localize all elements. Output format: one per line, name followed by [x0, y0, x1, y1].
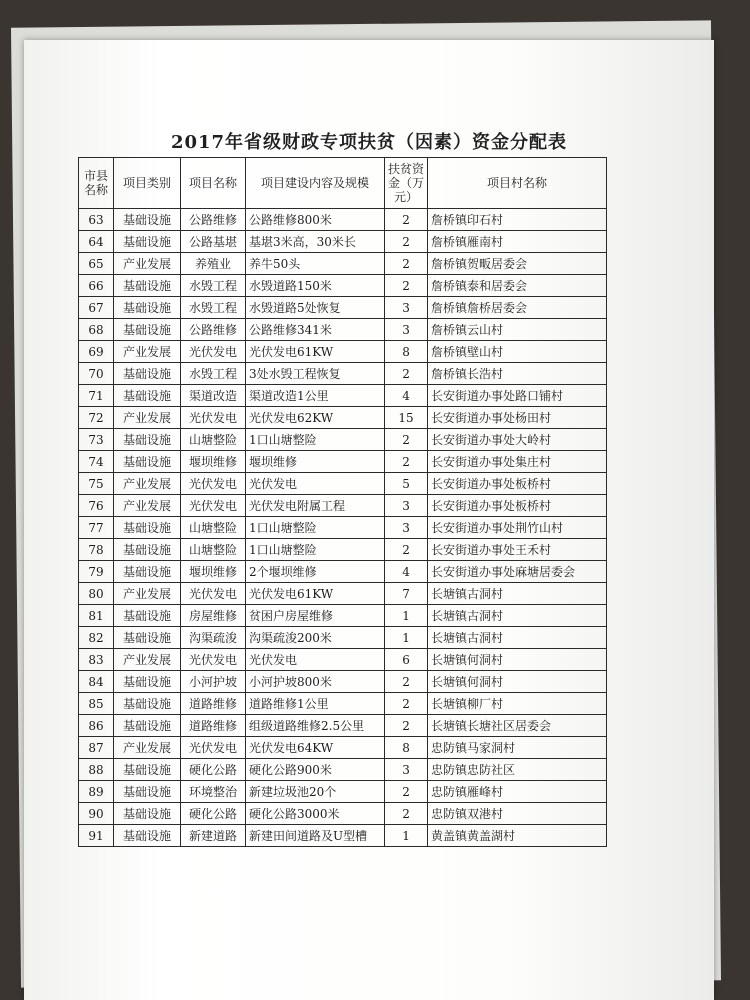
table-row — [79, 473, 607, 495]
cell-category: 基础设施 — [114, 385, 181, 407]
cell-funds: 3 — [385, 319, 428, 341]
cell-project-name: 新建道路 — [181, 825, 246, 847]
table-row — [79, 517, 607, 539]
table-row — [79, 363, 607, 385]
table-row — [79, 275, 607, 297]
cell-number: 66 — [79, 275, 114, 297]
cell-project-name: 山塘整险 — [181, 517, 246, 539]
cell-village: 长安街道办事处杨田村 — [428, 407, 607, 429]
cell-category: 产业发展 — [114, 737, 181, 759]
cell-number: 72 — [79, 407, 114, 429]
cell-content: 渠道改造1公里 — [246, 385, 385, 407]
cell-content: 1口山塘整险 — [246, 539, 385, 561]
cell-project-name: 光伏发电 — [181, 407, 246, 429]
cell-category: 基础设施 — [114, 209, 181, 231]
table-row — [79, 385, 607, 407]
cell-funds: 8 — [385, 737, 428, 759]
cell-content: 水毁道路5处恢复 — [246, 297, 385, 319]
cell-category: 基础设施 — [114, 693, 181, 715]
cell-category: 基础设施 — [114, 561, 181, 583]
cell-number: 90 — [79, 803, 114, 825]
cell-funds: 3 — [385, 517, 428, 539]
cell-project-name: 沟渠疏浚 — [181, 627, 246, 649]
cell-project-name: 水毁工程 — [181, 275, 246, 297]
cell-content: 光伏发电61KW — [246, 341, 385, 363]
cell-funds: 2 — [385, 781, 428, 803]
cell-funds: 8 — [385, 341, 428, 363]
cell-project-name: 山塘整险 — [181, 539, 246, 561]
cell-village: 詹桥镇詹桥居委会 — [428, 297, 607, 319]
table-row — [79, 693, 607, 715]
cell-project-name: 小河护坡 — [181, 671, 246, 693]
cell-project-name: 硬化公路 — [181, 759, 246, 781]
cell-category: 产业发展 — [114, 495, 181, 517]
cell-village: 詹桥镇印石村 — [428, 209, 607, 231]
cell-content: 公路维修341米 — [246, 319, 385, 341]
cell-number: 80 — [79, 583, 114, 605]
cell-content: 沟渠疏浚200米 — [246, 627, 385, 649]
cell-project-name: 道路维修 — [181, 715, 246, 737]
table-row — [79, 341, 607, 363]
header-funds: 扶贫资 金（万 元） — [385, 158, 428, 209]
cell-village: 詹桥镇泰和居委会 — [428, 275, 607, 297]
cell-number: 83 — [79, 649, 114, 671]
cell-category: 基础设施 — [114, 451, 181, 473]
cell-content: 2个堰坝维修 — [246, 561, 385, 583]
cell-category: 产业发展 — [114, 253, 181, 275]
cell-number: 64 — [79, 231, 114, 253]
cell-content: 1口山塘整险 — [246, 429, 385, 451]
cell-content: 养牛50头 — [246, 253, 385, 275]
cell-project-name: 光伏发电 — [181, 737, 246, 759]
cell-funds: 2 — [385, 275, 428, 297]
cell-number: 87 — [79, 737, 114, 759]
cell-funds: 4 — [385, 385, 428, 407]
cell-funds: 1 — [385, 825, 428, 847]
cell-number: 70 — [79, 363, 114, 385]
cell-content: 贫困户房屋维修 — [246, 605, 385, 627]
cell-village: 长安街道办事处大岭村 — [428, 429, 607, 451]
cell-category: 基础设施 — [114, 319, 181, 341]
cell-funds: 15 — [385, 407, 428, 429]
cell-category: 基础设施 — [114, 715, 181, 737]
cell-project-name: 光伏发电 — [181, 473, 246, 495]
cell-category: 基础设施 — [114, 671, 181, 693]
cell-village: 忠防镇雁峰村 — [428, 781, 607, 803]
cell-number: 78 — [79, 539, 114, 561]
cell-content: 1口山塘整险 — [246, 517, 385, 539]
cell-number: 73 — [79, 429, 114, 451]
cell-funds: 2 — [385, 451, 428, 473]
cell-number: 82 — [79, 627, 114, 649]
cell-content: 硬化公路900米 — [246, 759, 385, 781]
cell-village: 詹桥镇壁山村 — [428, 341, 607, 363]
cell-category: 基础设施 — [114, 605, 181, 627]
table-row — [79, 451, 607, 473]
cell-funds: 2 — [385, 803, 428, 825]
cell-project-name: 硬化公路 — [181, 803, 246, 825]
cell-village: 长安街道办事处板桥村 — [428, 473, 607, 495]
table-row — [79, 605, 607, 627]
table-row — [79, 231, 607, 253]
cell-number: 65 — [79, 253, 114, 275]
cell-village: 詹桥镇云山村 — [428, 319, 607, 341]
cell-content: 光伏发电 — [246, 649, 385, 671]
cell-village: 忠防镇忠防社区 — [428, 759, 607, 781]
table-row — [79, 825, 607, 847]
cell-village: 长安街道办事处路口铺村 — [428, 385, 607, 407]
document-title: 2017年省级财政专项扶贫（因素）资金分配表 — [170, 132, 568, 153]
table-row — [79, 209, 607, 231]
cell-content: 光伏发电 — [246, 473, 385, 495]
cell-number: 88 — [79, 759, 114, 781]
cell-funds: 6 — [385, 649, 428, 671]
cell-content: 小河护坡800米 — [246, 671, 385, 693]
cell-category: 基础设施 — [114, 627, 181, 649]
cell-funds: 2 — [385, 715, 428, 737]
header-village: 项目村名称 — [428, 158, 607, 209]
cell-category: 产业发展 — [114, 407, 181, 429]
cell-category: 基础设施 — [114, 517, 181, 539]
cell-category: 基础设施 — [114, 803, 181, 825]
cell-number: 68 — [79, 319, 114, 341]
cell-number: 75 — [79, 473, 114, 495]
table-row — [79, 627, 607, 649]
table-row — [79, 253, 607, 275]
table-row — [79, 407, 607, 429]
cell-village: 长塘镇长塘社区居委会 — [428, 715, 607, 737]
cell-project-name: 堰坝维修 — [181, 451, 246, 473]
cell-village: 忠防镇双港村 — [428, 803, 607, 825]
cell-village: 忠防镇马家洞村 — [428, 737, 607, 759]
cell-village: 詹桥镇长浩村 — [428, 363, 607, 385]
cell-project-name: 光伏发电 — [181, 495, 246, 517]
cell-content: 基堪3米高，30米长 — [246, 231, 385, 253]
table-row — [79, 561, 607, 583]
cell-content: 光伏发电64KW — [246, 737, 385, 759]
cell-content: 光伏发电62KW — [246, 407, 385, 429]
cell-funds: 2 — [385, 671, 428, 693]
cell-category: 基础设施 — [114, 275, 181, 297]
table-row — [79, 297, 607, 319]
header-project-name: 项目名称 — [181, 158, 246, 209]
cell-category: 基础设施 — [114, 363, 181, 385]
cell-funds: 2 — [385, 363, 428, 385]
cell-project-name: 道路维修 — [181, 693, 246, 715]
cell-funds: 3 — [385, 759, 428, 781]
cell-funds: 7 — [385, 583, 428, 605]
cell-category: 基础设施 — [114, 539, 181, 561]
cell-number: 86 — [79, 715, 114, 737]
cell-project-name: 公路维修 — [181, 319, 246, 341]
cell-funds: 3 — [385, 297, 428, 319]
cell-content: 组级道路维修2.5公里 — [246, 715, 385, 737]
cell-funds: 1 — [385, 627, 428, 649]
cell-number: 89 — [79, 781, 114, 803]
cell-project-name: 光伏发电 — [181, 649, 246, 671]
cell-funds: 2 — [385, 539, 428, 561]
cell-number: 91 — [79, 825, 114, 847]
table-row — [79, 429, 607, 451]
cell-funds: 2 — [385, 253, 428, 275]
cell-funds: 4 — [385, 561, 428, 583]
cell-funds: 1 — [385, 605, 428, 627]
cell-category: 基础设施 — [114, 825, 181, 847]
cell-project-name: 光伏发电 — [181, 583, 246, 605]
cell-content: 道路维修1公里 — [246, 693, 385, 715]
cell-category: 产业发展 — [114, 649, 181, 671]
table-row — [79, 781, 607, 803]
cell-category: 基础设施 — [114, 429, 181, 451]
cell-number: 81 — [79, 605, 114, 627]
cell-project-name: 养殖业 — [181, 253, 246, 275]
cell-content: 堰坝维修 — [246, 451, 385, 473]
cell-village: 长安街道办事处板桥村 — [428, 495, 607, 517]
cell-project-name: 房屋维修 — [181, 605, 246, 627]
table-row — [79, 319, 607, 341]
cell-village: 长安街道办事处集庄村 — [428, 451, 607, 473]
cell-number: 79 — [79, 561, 114, 583]
cell-category: 产业发展 — [114, 473, 181, 495]
table-row — [79, 715, 607, 737]
table-row — [79, 803, 607, 825]
cell-number: 85 — [79, 693, 114, 715]
cell-number: 76 — [79, 495, 114, 517]
cell-project-name: 水毁工程 — [181, 363, 246, 385]
cell-village: 长安街道办事处荆竹山村 — [428, 517, 607, 539]
cell-funds: 3 — [385, 495, 428, 517]
cell-project-name: 渠道改造 — [181, 385, 246, 407]
table-header-row — [79, 158, 607, 209]
cell-project-name: 公路维修 — [181, 209, 246, 231]
cell-village: 长塘镇古洞村 — [428, 583, 607, 605]
table-row — [79, 737, 607, 759]
cell-category: 产业发展 — [114, 583, 181, 605]
cell-funds: 2 — [385, 231, 428, 253]
cell-number: 84 — [79, 671, 114, 693]
cell-content: 公路维修800米 — [246, 209, 385, 231]
cell-village: 长塘镇古洞村 — [428, 627, 607, 649]
cell-number: 74 — [79, 451, 114, 473]
cell-number: 69 — [79, 341, 114, 363]
cell-village: 黄盖镇黄盖湖村 — [428, 825, 607, 847]
cell-village: 长塘镇古洞村 — [428, 605, 607, 627]
cell-content: 新建垃圾池20个 — [246, 781, 385, 803]
table-row — [79, 671, 607, 693]
cell-number: 67 — [79, 297, 114, 319]
cell-project-name: 山塘整险 — [181, 429, 246, 451]
cell-content: 新建田间道路及U型槽 — [246, 825, 385, 847]
cell-village: 长塘镇柳厂村 — [428, 693, 607, 715]
table-row — [79, 759, 607, 781]
cell-number: 71 — [79, 385, 114, 407]
cell-category: 基础设施 — [114, 759, 181, 781]
cell-category: 基础设施 — [114, 781, 181, 803]
table-row — [79, 495, 607, 517]
table-row — [79, 583, 607, 605]
cell-funds: 2 — [385, 209, 428, 231]
cell-funds: 2 — [385, 429, 428, 451]
cell-funds: 2 — [385, 693, 428, 715]
cell-project-name: 光伏发电 — [181, 341, 246, 363]
header-county: 市县 名称 — [79, 158, 114, 209]
cell-project-name: 环境整治 — [181, 781, 246, 803]
table-row — [79, 539, 607, 561]
cell-project-name: 堰坝维修 — [181, 561, 246, 583]
cell-village: 詹桥镇雁南村 — [428, 231, 607, 253]
cell-category: 产业发展 — [114, 341, 181, 363]
cell-content: 水毁道路150米 — [246, 275, 385, 297]
cell-content: 光伏发电附属工程 — [246, 495, 385, 517]
cell-project-name: 水毁工程 — [181, 297, 246, 319]
cell-content: 3处水毁工程恢复 — [246, 363, 385, 385]
cell-content: 硬化公路3000米 — [246, 803, 385, 825]
cell-category: 基础设施 — [114, 231, 181, 253]
cell-village: 詹桥镇贺畈居委会 — [428, 253, 607, 275]
cell-village: 长安街道办事处王禾村 — [428, 539, 607, 561]
header-category: 项目类别 — [114, 158, 181, 209]
cell-number: 77 — [79, 517, 114, 539]
cell-category: 基础设施 — [114, 297, 181, 319]
cell-number: 63 — [79, 209, 114, 231]
cell-village: 长安街道办事处麻塘居委会 — [428, 561, 607, 583]
cell-village: 长塘镇何洞村 — [428, 671, 607, 693]
header-content: 项目建设内容及规模 — [246, 158, 385, 209]
allocation-table — [78, 157, 607, 847]
table-row — [79, 649, 607, 671]
cell-village: 长塘镇何洞村 — [428, 649, 607, 671]
cell-project-name: 公路基堪 — [181, 231, 246, 253]
cell-funds: 5 — [385, 473, 428, 495]
cell-content: 光伏发电61KW — [246, 583, 385, 605]
